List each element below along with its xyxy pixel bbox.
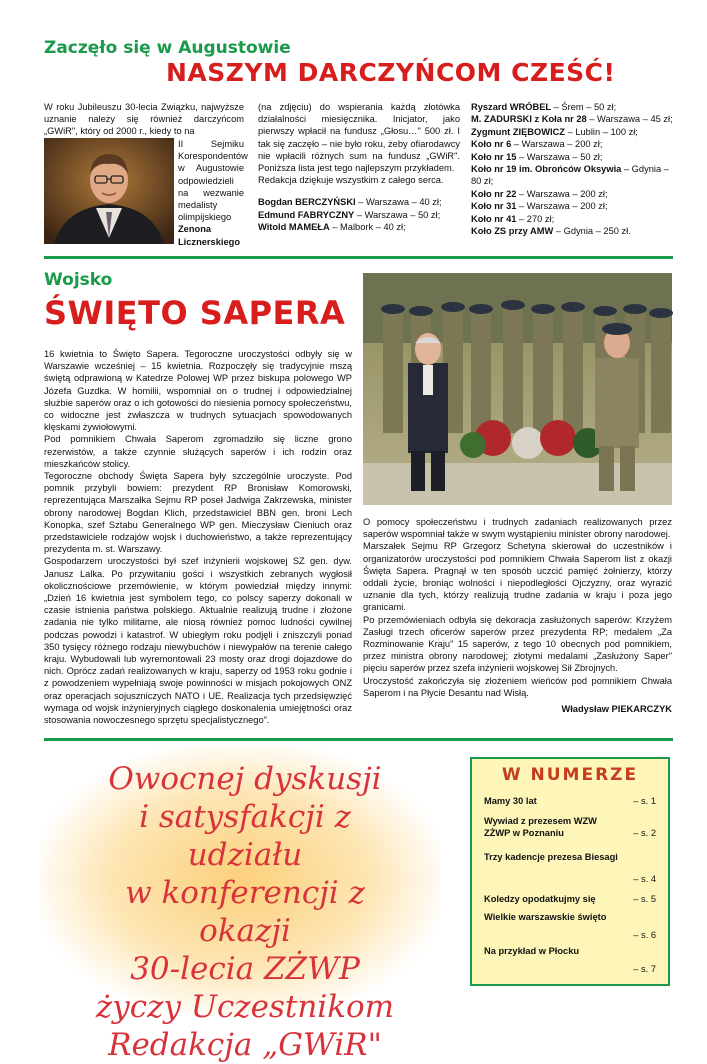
article1-col2-text: (na zdjęciu) do wspierania każdą złotówka działalności miesięcznika. Inicjator, jako pierwszy wpłacił na fundusz „Głosu…" 500 zł. I tak się zaczęło – nie było roku, żeby ofiarodawcy nie wpłacili różnych sum na fundusz „GWiR". Poniższa lista jest tego najlepszym przykładem. <box>258 102 460 174</box>
article1-col3 <box>471 101 673 237</box>
donor-detail: – Gdynia – 80 zł; <box>471 164 669 187</box>
article2-right-column <box>363 516 672 715</box>
donor-name: Koło nr 6 <box>471 139 512 150</box>
toc-item[interactable] <box>484 893 656 905</box>
article2-paragraph: Pod pomnikiem Chwała Saperom zgromadziło się liczne grono rezerwistów, a także czynnie służących saperów i ich rodzin oraz mieszkańców stolicy. <box>44 434 352 469</box>
toc-item-title: Na przykład w Płocku <box>484 946 580 956</box>
promo-line: Owocnej dyskusji <box>108 761 382 797</box>
donor-line <box>471 138 673 150</box>
donor-detail: – Warszawa – 45 zł; <box>586 114 673 125</box>
donor-name: Koło nr 31 <box>471 201 517 212</box>
toc-item-page: – s. 5 <box>633 894 656 904</box>
donor-name: Koło ZS przy AMW <box>471 226 554 237</box>
donor-detail: – Warszawa – 200 zł; <box>516 188 608 199</box>
article2-paragraph: Po przemówieniach odbyła się dekoracja zasłużonych saperów: Krzyżem Zasługi trzech oficerów saperów przez prezydenta RP; medalem „Za Rozminowanie Kraju" 15 saperów, z tego 10 obecnych pod pomnikiem, przez ministra obrony narodowej; złotymi medalami „Zasłużony Saper" pięciu saperów przez szefa inżynierii wojskowej Sił Zbrojnych. <box>363 614 672 674</box>
article1-col1-side <box>178 138 248 248</box>
donor-line <box>471 126 673 138</box>
promo-line: w konferencji z okazji <box>125 875 365 949</box>
toc-item-page: – s. 7 <box>633 964 656 974</box>
promo-line: i satysfakcji z udziału <box>139 799 351 873</box>
article1-col2 <box>258 101 460 234</box>
toc-item-page: – s. 6 <box>633 930 656 940</box>
donor-line <box>471 163 673 188</box>
donor-name: Bogdan BERCZYŃSKI <box>258 197 356 208</box>
ceremony-photo <box>363 273 672 505</box>
article2-left-column <box>44 348 352 726</box>
article2-paragraph: 16 kwietnia to Święto Sapera. Tegoroczne uroczystości odbyły się w Warszawie wcześniej – 15 kwietnia. Rozpoczęły się tradycyjnie mszą świętą odprawioną w Katedrze Polowej WP przez biskupa polowego WP Józefa Guzdka. W homilii, wspomniał on o trudnej i odpowiedzialnej służbie saperów oraz o ich gotowości do niesienia pomocy społeczeństwu, co widoczne jest zwłaszcza w trudnych sytuacjach spowodowanych klęskami żywiołowymi. <box>44 349 352 433</box>
donor-name: Edmund FABRYCZNY <box>258 209 355 220</box>
donor-line <box>471 188 673 200</box>
article1-col1-top: W roku Jubileuszu 30-lecia Związku, najwyższe uznanie należy się również darczyńcom „GWiR", który od 2000 r., kiedy to na <box>44 102 244 137</box>
section-divider <box>44 738 673 741</box>
toc-item-title: Koledzy opodatkujmy się <box>484 894 596 904</box>
article2-paragraph: Tegoroczne obchody Święta Sapera były szczególnie uroczyste. Pod pomnik przybyli bowiem: prezydent RP Bronisław Komorowski, reprezentująca Marszałka Sejmu RP poseł Jadwiga Zakrzewska, minister obrony narodowej Bogdan Klich, przedstawiciel BBN gen. broni Lech Konopka, szef Sztabu Generalnego WP gen. Mieczysław Cieniuch oraz przedstawiciele rodzajów wojsk i duchowieństwo, a także reprezentujący prezydenta m. st. Warszawy. <box>44 471 352 555</box>
section-divider <box>44 256 673 259</box>
donor-line <box>471 200 673 212</box>
donor-detail: – Warszawa – 50 zł; <box>354 209 441 220</box>
article2-kicker: Wojsko <box>44 270 113 290</box>
article2-paragraph: Uroczystość zakończyła się złożeniem wieńców pod pomnikiem Chwała Saperom i na Płycie Desantu nad Wisłą. <box>363 675 672 698</box>
donor-line <box>258 196 460 208</box>
toc-item[interactable] <box>484 911 656 940</box>
promo-greeting <box>80 760 410 1064</box>
toc-item-page: – s. 1 <box>633 796 656 806</box>
article2-paragraph: Gospodarzem uroczystości był szef inżynierii wojskowej SZ gen. dyw. Janusz Lalka. Po przywitaniu gości i wszystkich zebranych wygłosił okolicznościowe przemówienie, w którym powiedział między innymi: „Dzień 16 kwietnia jest symbolem tego, co polscy saperzy dokonali w czasie istnienia państwa polskiego. Aktualnie realizują trudne i złożone zadania nie tylko militarne, ale niosą również pomoc ludności cywilnej podczas powodzi i katastrof. W ubiegłym roku podjęli i zniszczyli ponad 350 tysięcy różnego rodzaju niewybuchów i niewypałów na terenie całego kraju. Wybudowali lub wyremontowali 23 mosty oraz drogi dojazdowe do nich. Oprócz zadań realizowanych w kraju, saperzy od 1953 roku godnie i z powodzeniem wypełniają swoje powinności w misjach pokojowych ONZ oraz operacjach sojuszniczych NATO i UE. Realizacja tych przedsięwzięć wymaga od wojsk inżynieryjnych ciągłego doskonalenia umiejętności oraz stosowania nowoczesnego sprzętu specjalistycznego". <box>44 556 352 726</box>
toc-item-title: Mamy 30 lat <box>484 796 537 806</box>
toc-item[interactable] <box>484 795 656 807</box>
promo-line: Redakcja „GWiR" <box>108 1027 382 1063</box>
donor-name: Koło nr 19 im. Obrońców Oksywia <box>471 164 622 175</box>
article2-headline: ŚWIĘTO SAPERA <box>44 294 346 332</box>
donor-founder-name: Zenona Licznerskiego <box>178 224 241 247</box>
article2-paragraph: Marszałek Sejmu RP Grzegorz Schetyna skierował do uczestników i organizatorów uroczystości pod pomnikiem Chwała Saperom list z okazji Święta Sapera. Pragnął w ten sposób uczcić pamięć żołnierzy, którzy oddali życie, broniąc wolności i niepodległości Ojczyzny, oraz wyrazić uznanie dla tych, którzy realizują trudne zadania w kraju i poza jego granicami. <box>363 541 672 613</box>
toc-item[interactable] <box>484 851 656 884</box>
article1-col2-thanks: Redakcja dziękuje wszystkim z całego serca. <box>258 175 444 186</box>
donor-detail: – Warszawa – 200 zł; <box>516 201 608 212</box>
article2-paragraph: O pomocy społeczeństwu i trudnych zadaniach realizowanych przez saperów wspomniał także w swym wystąpieniu minister obrony narodowej. <box>363 517 672 540</box>
article1-kicker: Zaczęło się w Augustowie <box>44 38 291 58</box>
donor-name: Ryszard WRÓBEL <box>471 102 552 112</box>
promo-line: 30-lecia ZŻWP <box>130 951 360 987</box>
article1-headline: NASZYM DARCZYŃCOM CZEŚĆ! <box>166 58 616 87</box>
donor-name: Koło nr 15 <box>471 151 517 162</box>
donor-detail: – Warszawa – 200 zł; <box>511 139 603 150</box>
donor-line <box>471 225 673 237</box>
donor-line <box>258 209 460 221</box>
donor-detail: – Lublin – 100 zł; <box>565 126 638 137</box>
donor-name: Koło nr 22 <box>471 188 517 199</box>
toc-item-title: Trzy kadencje prezesa Biesagi <box>484 852 618 862</box>
donor-detail: – Śrem – 50 zł; <box>551 102 617 112</box>
donor-line <box>471 101 673 113</box>
donor-line <box>471 113 673 125</box>
donor-name: M. ZADURSKI z Koła nr 28 <box>471 114 587 125</box>
donor-name: Zygmunt ZIĘBOWICZ <box>471 126 565 137</box>
donor-line <box>471 213 673 225</box>
toc-item-title: Wielkie warszawskie święto <box>484 912 607 922</box>
toc-item-page: – s. 4 <box>633 874 656 884</box>
promo-line: życzy Uczestnikom <box>95 989 395 1025</box>
donor-detail: – 270 zł; <box>516 213 555 224</box>
donor-name: Koło nr 41 <box>471 213 517 224</box>
toc-title: W NUMERZE <box>501 765 639 785</box>
article1-col1-side-text: II Sejmiku Korespondentów w Augustowie odpowiedzieli na wezwanie medalisty olimpijskiego <box>178 139 248 223</box>
donor-name: Witold MAMEŁA <box>258 222 330 233</box>
toc-item-title: Wywiad z prezesem WZW ZŻWP w Poznaniu <box>484 816 597 838</box>
table-of-contents <box>470 757 670 986</box>
donor-detail: – Warszawa – 50 zł; <box>516 151 603 162</box>
portrait-illustration <box>44 138 174 244</box>
donor-line <box>258 221 460 233</box>
donor-detail: – Malbork – 40 zł; <box>329 222 406 233</box>
donor-detail: – Warszawa – 40 zł; <box>355 197 442 208</box>
toc-item-page: – s. 2 <box>633 828 656 838</box>
article2-signature: Władysław PIEKARCZYK <box>561 704 672 715</box>
toc-item[interactable] <box>484 945 656 974</box>
toc-item[interactable] <box>484 815 656 839</box>
donor-detail: – Gdynia – 250 zł. <box>553 226 631 237</box>
portrait-photo <box>44 138 174 244</box>
ceremony-illustration <box>363 273 672 505</box>
donor-line <box>471 151 673 163</box>
